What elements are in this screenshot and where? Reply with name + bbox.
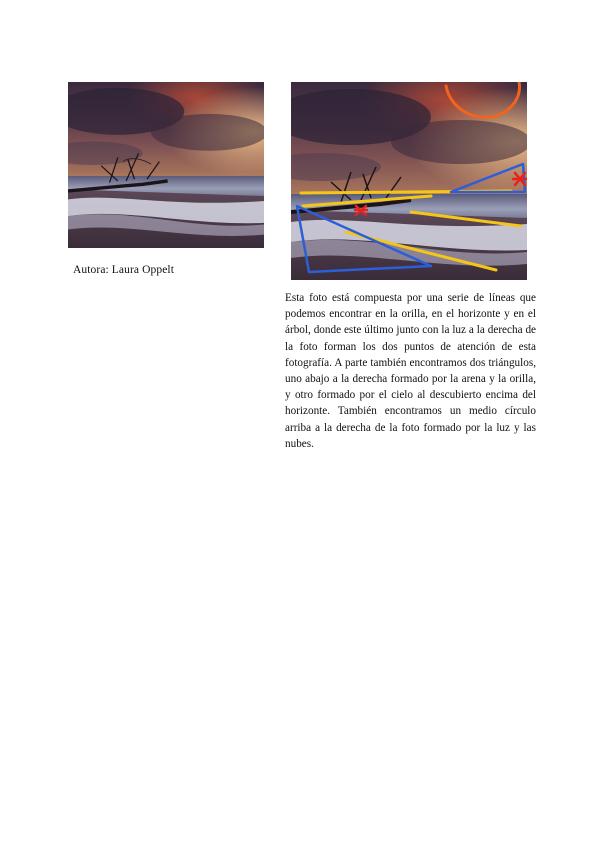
beach-photo-original [68, 82, 264, 248]
photo-author-caption: Autora: Laura Oppelt [73, 264, 174, 276]
composition-description: Esta foto está compuesta por una serie de líneas que podemos encontrar en la orilla, en el horizonte y en el árbol, donde este último junto con la luz a la derecha de la foto forman los dos puntos de atención de esta fotografía. A parte también encontramos dos triángulos, uno abajo a la derecha formado por la arena y la orilla, y otro formado por el cielo al descubierto encima del horizonte. También encontramos un medio círculo arriba a la derecha de la foto formado por la luz y las nubes. [285, 292, 536, 450]
annotated-composition-image [291, 82, 527, 280]
beach-photo-annotated [291, 82, 527, 280]
beach-storm-image [68, 82, 264, 248]
